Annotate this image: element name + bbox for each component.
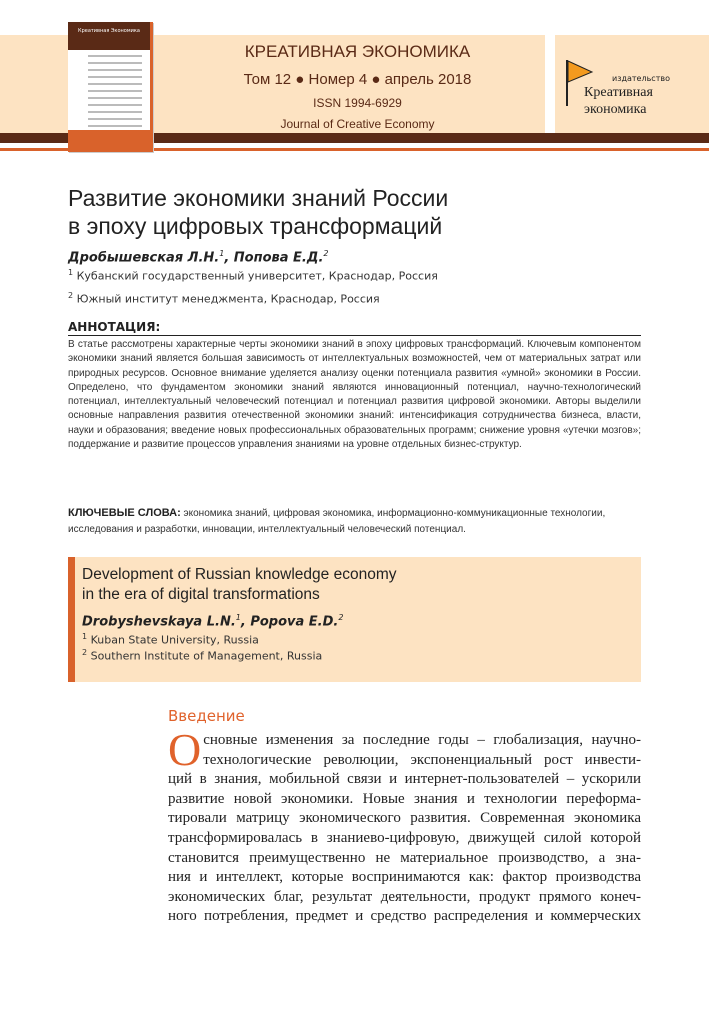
affiliation-2: $^2$ Южный институт менеджмента, Краснодар, Россия [68, 291, 380, 306]
cover-title: Креативная Экономика [68, 22, 150, 50]
english-affiliation-1: $^1$ Kuban State University, Russia [82, 632, 259, 647]
affiliation-1: $^1$ Кубанский государственный университет, Краснодар, Россия [68, 268, 438, 283]
publisher-name-2: экономика [584, 102, 647, 117]
abstract-text: В статье рассмотрены характерные черты экономики знаний в эпоху цифровых трансформаций. Ключевым компонентом экономики знаний является большая зависимость от интеллектуальных возможностей, чем от материальных затрат или природных ресурсов. Основное внимание уделяется анализу оценки потенциала развития «умной» экономики в России. Определено, что фундаментом экономики знаний являются инновационный потенциал, научно-технологический потенциал, интеллектуальный человеческий потенциал и потенциал развития цифровой экономики. Авторы выделили основные направления развития отечественной экономики знаний: интенсификация сотрудничества бизнеса, власти, науки и образования; введение новых профессиональных образовательных программ; снижение уровня «утечки мозгов»; поддержание и развитие процессов управления знаниями на уровне отдельных бизнес-структур. [68, 339, 641, 451]
authors: Дробышевская Л.Н.$^1$, Попова Е.Д.$^2$ [68, 249, 329, 266]
journal-title-en: Journal of Creative Economy [280, 117, 435, 131]
keywords: КЛЮЧЕВЫЕ СЛОВА: экономика знаний, цифровая экономика, информационно-коммуникационные технологии, исследования и разработки, инновации, интеллектуальный человеческий потенциал. [68, 507, 606, 535]
publisher-name-1: Креативная [584, 85, 653, 100]
drop-cap: О [168, 724, 202, 775]
journal-cover-thumbnail [68, 22, 153, 152]
journal-title: КРЕАТИВНАЯ ЭКОНОМИКА [244, 42, 471, 61]
issue-info: Том 12 ● Номер 4 ● апрель 2018 [243, 71, 472, 88]
english-title: Development of Russian knowledge economy in the era of digital transformations [82, 566, 397, 603]
section-heading: Введение [168, 707, 245, 725]
divider [68, 335, 641, 336]
issn: ISSN 1994-6929 [313, 96, 402, 110]
abstract-heading: АННОТАЦИЯ: [68, 320, 161, 334]
english-affiliation-2: $^2$ Southern Institute of Management, Russia [82, 648, 323, 663]
article-title: Развитие экономики знаний России в эпоху цифровых трансформаций [68, 185, 449, 239]
english-authors: Drobyshevskaya L.N.$^1$, Popova E.D.$^2$ [82, 613, 344, 630]
intro-body: О сновные изменения за последние годы – глобализация, научно- технологические революции, экспоненциальный рост инвести- ций в знания, мобильной связи и интернет-пользователей – ускорили развитие новой экономики. Новые знания и технологии переформа- тировали матрицу экономического развития. Современная экономика трансформировалась в знаниево-цифровую, движущей силой которой становится преимущественно не материальное производство, а зна- ния и интеллект, которые воспринимаются как: фактор производства экономических благ, результат деятельности, продукт прямого конеч- ного потребления, предмет и средство распределения и коммерческих [168, 724, 641, 925]
publisher-label: издательство [612, 74, 670, 83]
